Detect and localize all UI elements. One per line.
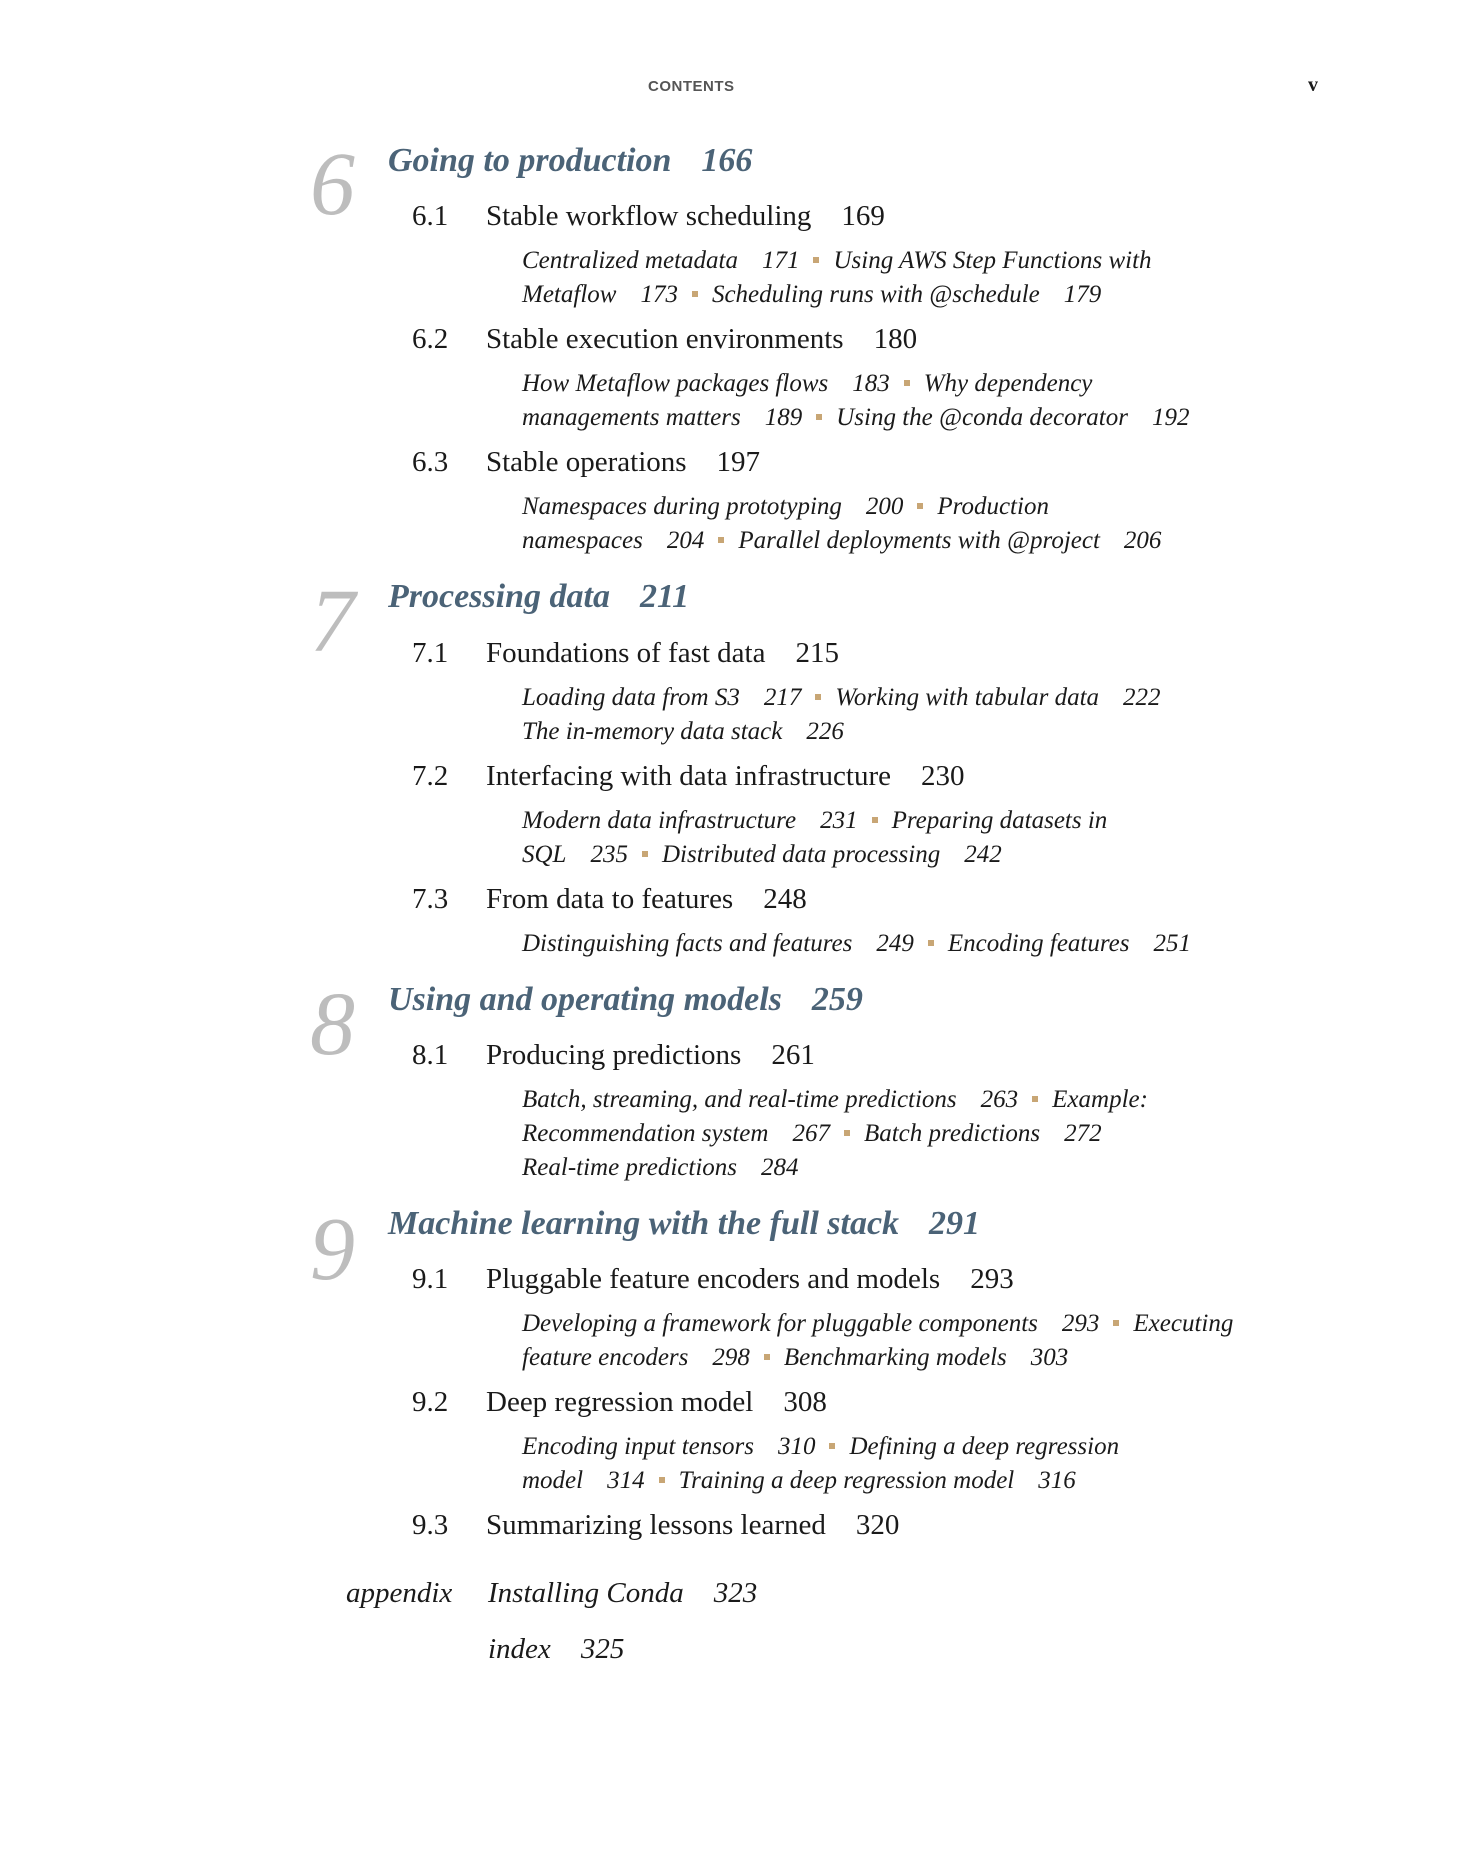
running-head: CONTENTS [648, 78, 735, 95]
topic-title[interactable]: Recommendation system [522, 1120, 769, 1147]
section-number: 8.1 [412, 1039, 449, 1071]
section-number: 7.1 [412, 637, 449, 669]
topic-line [522, 490, 1161, 524]
topic-line [522, 1151, 1148, 1185]
section-title: Foundations of fast data [486, 637, 766, 669]
bullet-separator [917, 503, 923, 509]
topic-page: 242 [964, 841, 1002, 868]
topic-title[interactable]: Centralized metadata [522, 247, 738, 274]
section-entry[interactable] [412, 1039, 815, 1072]
chapter-number: 7 [310, 572, 355, 671]
topic-page: 231 [820, 807, 858, 834]
topic-title[interactable]: Working with tabular data [835, 684, 1100, 711]
section-topics [522, 681, 1161, 749]
section-entry[interactable] [412, 1509, 899, 1542]
section-topics [522, 1307, 1233, 1375]
section-entry[interactable] [412, 637, 839, 670]
topic-line [522, 1464, 1119, 1498]
section-page: 308 [783, 1386, 827, 1418]
topic-page: 316 [1038, 1467, 1076, 1494]
topic-page: 192 [1151, 404, 1190, 431]
topic-page: 171 [761, 247, 800, 274]
topic-page: 272 [1064, 1120, 1102, 1147]
topic-title[interactable]: Metaflow [522, 281, 617, 308]
chapter-number: 9 [310, 1200, 355, 1299]
bullet-separator [659, 1477, 665, 1483]
topic-page: 183 [852, 370, 890, 397]
section-page: 248 [763, 883, 807, 915]
section-number: 9.2 [412, 1386, 449, 1418]
topic-title[interactable]: namespaces [522, 527, 643, 554]
section-page: 261 [771, 1039, 815, 1071]
chapter-title-text: Machine learning with the full stack [388, 1205, 900, 1242]
index-entry[interactable] [488, 1633, 624, 1666]
topic-title[interactable]: Distributed data processing [661, 841, 941, 868]
bullet-separator [764, 1354, 770, 1360]
topic-title[interactable]: The in-memory data stack [522, 718, 783, 745]
topic-page: 310 [777, 1433, 816, 1460]
topic-page: 293 [1061, 1310, 1100, 1337]
bullet-separator [829, 1443, 835, 1449]
section-number: 6.2 [412, 323, 449, 355]
topic-page: 284 [761, 1154, 799, 1181]
section-number: 7.3 [412, 883, 449, 915]
chapter-title[interactable] [388, 578, 689, 616]
chapter-number: 6 [310, 135, 355, 234]
topic-page: 173 [640, 281, 678, 308]
topic-title[interactable]: Benchmarking models [783, 1344, 1007, 1371]
topic-page: 204 [666, 527, 705, 554]
topic-line [522, 401, 1189, 435]
topic-title[interactable]: managements matters [522, 404, 741, 431]
section-page: 197 [716, 446, 761, 478]
page-number: v [1308, 74, 1318, 96]
topic-title[interactable]: How Metaflow packages flows [522, 370, 829, 397]
section-title: Producing predictions [486, 1039, 742, 1071]
section-topics [522, 1430, 1119, 1498]
topic-page: 222 [1123, 684, 1161, 711]
chapter-title-text: Processing data [388, 578, 610, 615]
topic-page: 189 [764, 404, 803, 431]
section-number: 6.3 [412, 446, 449, 478]
section-number: 6.1 [412, 200, 449, 232]
appendix-label: appendix [346, 1577, 453, 1609]
index-page: 325 [580, 1633, 625, 1665]
bullet-separator [1032, 1096, 1038, 1102]
topic-title[interactable]: feature encoders [522, 1344, 689, 1371]
bullet-separator [692, 291, 698, 297]
chapter-page: 166 [701, 142, 753, 179]
section-entry[interactable] [412, 1263, 1014, 1296]
topic-page: 303 [1030, 1344, 1069, 1371]
bullet-separator [844, 1130, 850, 1136]
section-topics [522, 1083, 1148, 1185]
chapter-title[interactable] [388, 142, 752, 180]
section-title: Stable execution environments [486, 323, 844, 355]
section-entry[interactable] [412, 200, 885, 233]
chapter-page: 211 [639, 578, 690, 615]
topic-title[interactable]: SQL [522, 841, 567, 868]
topic-title[interactable]: Preparing datasets in [891, 807, 1108, 834]
topic-title[interactable]: Developing a framework for pluggable components [522, 1310, 1038, 1337]
section-topics [522, 244, 1152, 312]
topic-title[interactable]: Example: [1052, 1086, 1148, 1113]
topic-title[interactable]: Loading data from S3 [522, 684, 740, 711]
index-title: index [488, 1633, 551, 1665]
topic-page: 251 [1153, 930, 1192, 957]
bullet-separator [718, 537, 724, 543]
chapter-title[interactable] [388, 981, 863, 1019]
topic-title[interactable]: Using AWS Step Functions with [833, 247, 1152, 274]
topic-page: 298 [712, 1344, 750, 1371]
bullet-separator [642, 851, 648, 857]
topic-page: 226 [806, 718, 844, 745]
topic-title[interactable]: Why dependency [923, 370, 1093, 397]
chapter-title-text: Using and operating models [388, 981, 782, 1018]
topic-page: 263 [980, 1086, 1019, 1113]
section-page: 320 [855, 1509, 900, 1541]
section-entry[interactable] [412, 883, 807, 916]
appendix-entry[interactable] [488, 1577, 757, 1610]
section-topics [522, 367, 1189, 435]
bullet-separator [904, 380, 910, 386]
topic-line [522, 1117, 1148, 1151]
topic-line [522, 244, 1152, 278]
topic-page: 200 [865, 493, 904, 520]
topic-line [522, 278, 1152, 312]
chapter-title-text: Going to production [388, 142, 672, 179]
bullet-separator [816, 414, 822, 420]
chapter-title[interactable] [388, 1205, 980, 1243]
topic-title[interactable]: Executing [1133, 1310, 1234, 1337]
section-entry[interactable] [412, 760, 965, 793]
section-topics [522, 927, 1191, 961]
section-topics [522, 490, 1161, 558]
chapter-page: 291 [929, 1205, 981, 1242]
section-title: Pluggable feature encoders and models [486, 1263, 941, 1295]
section-title: Stable operations [486, 446, 687, 478]
topic-title[interactable]: Encoding features [947, 930, 1130, 957]
topic-page: 249 [876, 930, 914, 957]
topic-title[interactable]: Distinguishing facts and features [522, 930, 853, 957]
section-title: Summarizing lessons learned [486, 1509, 826, 1541]
bullet-separator [928, 940, 934, 946]
topic-page: 235 [590, 841, 628, 868]
topic-line [522, 367, 1189, 401]
topic-title[interactable]: Scheduling runs with @schedule [711, 281, 1040, 308]
section-entry[interactable] [412, 1386, 827, 1419]
section-number: 7.2 [412, 760, 449, 792]
topic-title[interactable]: Defining a deep regression [849, 1433, 1120, 1460]
section-title: Deep regression model [486, 1386, 754, 1418]
section-title: From data to features [486, 883, 734, 915]
topic-line [522, 524, 1161, 558]
topic-title[interactable]: Namespaces during prototyping [522, 493, 842, 520]
section-title: Interfacing with data infrastructure [486, 760, 892, 792]
section-page: 293 [970, 1263, 1014, 1295]
topic-page: 314 [607, 1467, 645, 1494]
topic-line [522, 1430, 1119, 1464]
appendix-page: 323 [713, 1577, 758, 1609]
topic-line [522, 681, 1161, 715]
topic-line [522, 1341, 1233, 1375]
topic-title[interactable]: Batch, streaming, and real-time predictions [522, 1086, 957, 1113]
topic-page: 179 [1063, 281, 1102, 308]
chapter-number: 8 [310, 975, 355, 1074]
topic-page: 267 [792, 1120, 830, 1147]
topic-line [522, 1307, 1233, 1341]
topic-title[interactable]: Parallel deployments with @project [738, 527, 1100, 554]
section-title: Stable workflow scheduling [486, 200, 812, 232]
chapter-page: 259 [811, 981, 863, 1018]
appendix-title: Installing Conda [488, 1577, 684, 1609]
section-entry[interactable] [412, 323, 917, 356]
bullet-separator [813, 257, 819, 263]
topic-page: 206 [1123, 527, 1162, 554]
topic-title[interactable]: Training a deep regression model [678, 1467, 1015, 1494]
section-topics [522, 804, 1107, 872]
section-number: 9.1 [412, 1263, 449, 1295]
section-page: 169 [841, 200, 885, 232]
section-entry[interactable] [412, 446, 760, 479]
bullet-separator [872, 817, 878, 823]
topic-title[interactable]: Using the @conda decorator [836, 404, 1128, 431]
topic-line [522, 838, 1107, 872]
topic-title[interactable]: Real-time predictions [522, 1154, 737, 1181]
topic-title[interactable]: Modern data infrastructure [522, 807, 797, 834]
topic-line [522, 804, 1107, 838]
topic-title[interactable]: Batch predictions [863, 1120, 1041, 1147]
topic-title[interactable]: Production [937, 493, 1049, 520]
topic-line [522, 927, 1191, 961]
topic-title[interactable]: model [522, 1467, 584, 1494]
topic-title[interactable]: Encoding input tensors [522, 1433, 754, 1460]
bullet-separator [815, 694, 821, 700]
section-number: 9.3 [412, 1509, 449, 1541]
section-page: 230 [921, 760, 965, 792]
topic-line [522, 1083, 1148, 1117]
bullet-separator [1113, 1320, 1119, 1326]
topic-line [522, 715, 1161, 749]
section-page: 180 [873, 323, 918, 355]
section-page: 215 [795, 637, 839, 669]
topic-page: 217 [763, 684, 802, 711]
